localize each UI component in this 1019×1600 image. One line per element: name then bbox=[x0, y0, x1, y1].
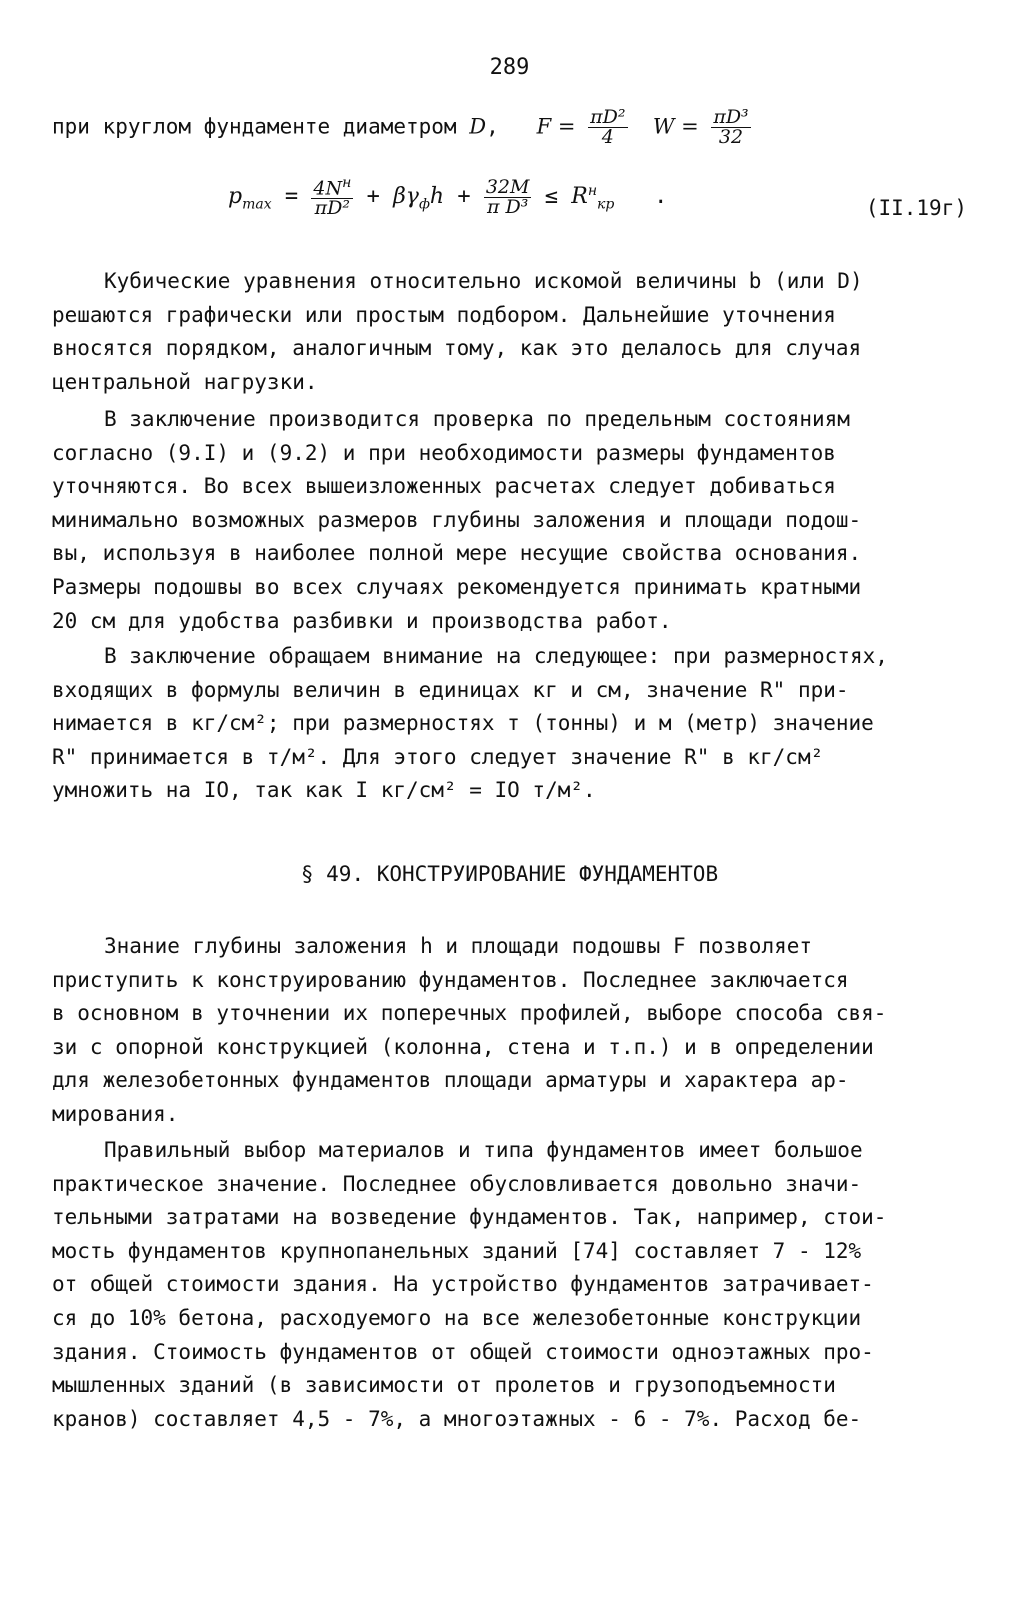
equation-equals: = bbox=[284, 184, 299, 210]
paragraph-line: от общей стоимости здания. На устройство фундаментов затрачивает- bbox=[52, 1272, 874, 1297]
w-formula-numerator: πD³ bbox=[713, 106, 749, 128]
f-formula-numerator: πD² bbox=[590, 106, 626, 128]
paragraph-line: мость фундаментов крупнопанельных зданий [74] составляет 7 - 12% bbox=[52, 1238, 862, 1263]
paragraph-line: для железобетонных фундаментов площади арматуры и характера ар- bbox=[52, 1068, 849, 1093]
paragraph-limit-state-check bbox=[52, 403, 967, 638]
paragraph-line: мирования. bbox=[52, 1101, 179, 1126]
section-heading: § 49. КОНСТРУИРОВАНИЕ ФУНДАМЕНТОВ bbox=[300, 862, 719, 886]
equation-rhs-sub: кр bbox=[597, 196, 615, 213]
paragraph-line: ся до 10% бетона, расходуемого на все железобетонные конструкции bbox=[52, 1305, 862, 1330]
paragraph-line: Правильный выбор материалов и типа фундаментов имеет большое bbox=[104, 1138, 863, 1162]
intro-comma: , bbox=[486, 114, 499, 139]
paragraph-line: зи с опорной конструкцией (колонна, стена и т.п.) и в определении bbox=[52, 1034, 874, 1059]
paragraph-line: здания. Стоимость фундаментов от общей стоимости одноэтажных про- bbox=[52, 1339, 874, 1364]
paragraph-line: минимально возможных размеров глубины заложения и площади подош- bbox=[52, 507, 862, 532]
paragraph-line: приступить к конструированию фундаментов. Последнее заключается bbox=[52, 967, 849, 992]
w-formula-fraction bbox=[711, 108, 750, 147]
page-number: 289 bbox=[489, 55, 530, 80]
equation-term2: βγ bbox=[393, 184, 419, 210]
equation-term1-num-sup: н bbox=[342, 175, 352, 191]
paragraph-line: Кубические уравнения относительно искомой величины b (или D) bbox=[104, 269, 863, 293]
paragraph-line: мышленных зданий (в зависимости от пролетов и грузоподъемности bbox=[52, 1373, 836, 1398]
equation-term3-numerator: 32M bbox=[485, 175, 530, 198]
paragraph-line: В заключение производится проверка по предельным состояниям bbox=[104, 407, 850, 431]
equation-term1 bbox=[311, 176, 353, 218]
paragraph-material-choice bbox=[52, 1134, 967, 1436]
equation-rhs: R bbox=[571, 184, 588, 210]
paragraph-units-note bbox=[52, 640, 967, 808]
intro-text: при круглом фундаменте диаметром bbox=[52, 114, 457, 139]
paragraph-line: вы, используя в наиболее полной мере несущие свойства основания. bbox=[52, 541, 862, 566]
f-formula-fraction bbox=[588, 108, 627, 147]
paragraph-line: уточняются. Во всех вышеизложенных расчетах следует добиваться bbox=[52, 474, 836, 499]
equation-plus2: + bbox=[457, 184, 471, 210]
equation-term1-num-text: 4N bbox=[313, 177, 343, 200]
equation-term1-numerator bbox=[311, 176, 353, 199]
paragraph-line: согласно (9.I) и (9.2) и при необходимости размеры фундаментов bbox=[52, 440, 836, 465]
paragraph-line: центральной нагрузки. bbox=[52, 369, 318, 394]
paragraph-line: Знание глубины заложения h и площади подошвы F позволяет bbox=[104, 934, 813, 958]
f-formula-lhs: F = bbox=[536, 114, 576, 139]
paragraph-line: Размеры подошвы во всех случаях рекомендуется принимать кратными bbox=[52, 574, 862, 599]
paragraph-line: входящих в формулы величин в единицах кг и см, значение R" при- bbox=[52, 677, 849, 702]
paragraph-line: в основном в уточнении их поперечных профилей, выборе способа свя- bbox=[52, 1001, 887, 1026]
equation-leq: ≤ bbox=[544, 184, 558, 210]
paragraph-line: тельными затратами на возведение фундаментов. Так, например, стои- bbox=[52, 1205, 887, 1230]
w-formula-lhs: W = bbox=[652, 114, 699, 139]
equation-term3-denominator: π D³ bbox=[486, 195, 529, 218]
equation-rhs-sup: н bbox=[587, 182, 598, 199]
equation-dot: . bbox=[654, 184, 668, 210]
w-formula-denominator: 32 bbox=[718, 126, 744, 148]
equation-term1-denominator: πD² bbox=[314, 197, 351, 220]
paragraph-line: 20 см для удобства разбивки и производства работ. bbox=[52, 608, 672, 633]
var-d: D bbox=[469, 114, 487, 139]
equation-label: (II.19г) bbox=[865, 196, 967, 220]
f-formula-denominator: 4 bbox=[601, 126, 614, 148]
paragraph-line: кранов) составляет 4,5 - 7%, а многоэтажных - 6 - 7%. Расход бе- bbox=[52, 1406, 862, 1431]
paragraph-line: практическое значение. Последнее обусловливается довольно значи- bbox=[52, 1171, 862, 1196]
paragraph-line: В заключение обращаем внимание на следующее: при размерностях, bbox=[104, 644, 888, 668]
paragraph-line: вносятся порядком, аналогичным тому, как это делалось для случая bbox=[52, 336, 862, 361]
paragraph-line: решаются графически или простым подбором. Дальнейшие уточнения bbox=[52, 302, 836, 327]
intro-line bbox=[52, 108, 751, 147]
equation-term3 bbox=[484, 175, 532, 218]
equation-term2-sub: ф bbox=[418, 196, 430, 213]
equation bbox=[228, 176, 667, 218]
paragraph-line: умножить на IO, так как I кг/см² = IO т/м². bbox=[52, 778, 596, 803]
paragraph-cubic-equations bbox=[52, 265, 967, 399]
paragraph-line: нимается в кг/см²; при размерностях т (тонны) и м (метр) значение bbox=[52, 711, 874, 736]
paragraph-line: R" принимается в т/м². Для этого следует значение R" в кг/см² bbox=[52, 744, 824, 769]
equation-lhs: p bbox=[228, 184, 243, 210]
equation-lhs-sub: max bbox=[242, 196, 272, 213]
equation-plus1: + bbox=[366, 184, 380, 210]
equation-term2-var: h bbox=[429, 184, 445, 210]
paragraph-design-intro bbox=[52, 930, 967, 1132]
